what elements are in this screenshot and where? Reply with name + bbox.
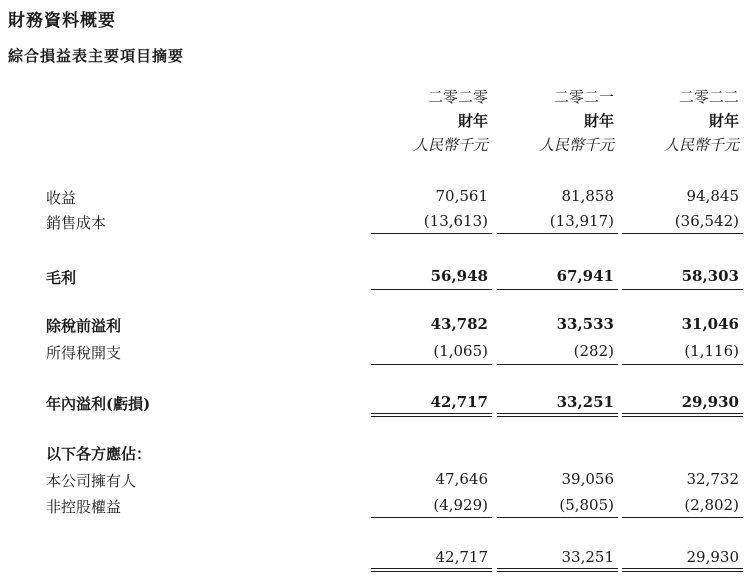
row-label-revenue: 收益 xyxy=(46,189,77,207)
underline-cost-2020 xyxy=(371,233,492,234)
cell-revenue-2021: 81,858 xyxy=(561,187,614,205)
col-unit-2020: 人民幣千元 xyxy=(412,136,488,154)
row-label-gross-profit: 毛利 xyxy=(46,269,77,287)
dbl-underline-a-2022 xyxy=(622,413,743,414)
cell-owners-2022: 32,732 xyxy=(686,470,739,488)
underline-nci-2021 xyxy=(497,517,618,518)
cell-pbt-2020: 43,782 xyxy=(430,315,488,333)
row-label-nci: 非控股權益 xyxy=(46,498,122,516)
cell-income-tax-2021: (282) xyxy=(573,342,614,360)
dbl-underline-b-2022 xyxy=(622,416,743,417)
cell-nci-2022: (2,802) xyxy=(684,496,739,514)
cell-total-2021: 33,251 xyxy=(561,548,614,566)
underline-nci-2022 xyxy=(622,517,743,518)
dbl-underline-b-2021 xyxy=(497,416,618,417)
col-year-2020: 二零二零 xyxy=(427,88,488,106)
cell-total-2020: 42,717 xyxy=(435,548,488,566)
dbl-underline-a-2020 xyxy=(371,413,492,414)
cell-cost-of-sales-2022: (36,542) xyxy=(674,212,739,230)
cell-revenue-2020: 70,561 xyxy=(435,187,488,205)
dbl-underline-b-2020 xyxy=(371,416,492,417)
total-dbl-underline-a-2022 xyxy=(622,568,743,569)
row-label-owners: 本公司擁有人 xyxy=(46,472,137,490)
row-label-attributable-to: 以下各方應佔： xyxy=(46,445,152,463)
cell-owners-2020: 47,646 xyxy=(435,470,488,488)
total-dbl-underline-a-2021 xyxy=(497,568,618,569)
underline-tax-2020 xyxy=(371,364,492,365)
cell-cost-of-sales-2021: (13,917) xyxy=(549,212,614,230)
cell-owners-2021: 39,056 xyxy=(561,470,614,488)
cell-revenue-2022: 94,845 xyxy=(686,187,739,205)
row-label-profit-before-tax: 除稅前溢利 xyxy=(46,317,122,335)
total-dbl-underline-a-2020 xyxy=(371,568,492,569)
section-title: 財務資料概要 xyxy=(8,11,116,31)
underline-gross-2020 xyxy=(371,289,492,290)
total-dbl-underline-b-2021 xyxy=(497,571,618,572)
cell-gross-profit-2022: 58,303 xyxy=(681,267,739,285)
cell-income-tax-2022: (1,116) xyxy=(684,342,739,360)
cell-nci-2021: (5,805) xyxy=(559,496,614,514)
total-dbl-underline-b-2020 xyxy=(371,571,492,572)
col-year-2021: 二零二一 xyxy=(553,88,614,106)
row-label-cost-of-sales: 銷售成本 xyxy=(46,214,107,232)
cell-gross-profit-2020: 56,948 xyxy=(430,267,488,285)
underline-gross-2022 xyxy=(622,289,743,290)
col-unit-2021: 人民幣千元 xyxy=(538,136,614,154)
cell-profit-year-2020: 42,717 xyxy=(430,393,488,411)
cell-profit-year-2021: 33,251 xyxy=(556,393,614,411)
cell-gross-profit-2021: 67,941 xyxy=(556,267,614,285)
row-label-income-tax: 所得稅開支 xyxy=(46,344,122,362)
cell-pbt-2021: 33,533 xyxy=(556,315,614,333)
col-unit-2022: 人民幣千元 xyxy=(663,136,739,154)
underline-tax-2021 xyxy=(497,364,618,365)
underline-cost-2022 xyxy=(622,233,743,234)
cell-pbt-2022: 31,046 xyxy=(681,315,739,333)
underline-cost-2021 xyxy=(497,233,618,234)
row-label-profit-for-year: 年內溢利(虧損) xyxy=(46,395,151,413)
cell-total-2022: 29,930 xyxy=(686,548,739,566)
cell-nci-2020: (4,929) xyxy=(433,496,488,514)
underline-tax-2022 xyxy=(622,364,743,365)
col-label-2022: 財年 xyxy=(708,112,739,130)
cell-profit-year-2022: 29,930 xyxy=(681,393,739,411)
total-dbl-underline-b-2022 xyxy=(622,571,743,572)
sub-title: 綜合損益表主要項目摘要 xyxy=(8,47,185,65)
col-year-2022: 二零二二 xyxy=(678,88,739,106)
underline-gross-2021 xyxy=(497,289,618,290)
underline-nci-2020 xyxy=(371,517,492,518)
col-label-2020: 財年 xyxy=(457,112,488,130)
dbl-underline-a-2021 xyxy=(497,413,618,414)
cell-cost-of-sales-2020: (13,613) xyxy=(423,212,488,230)
cell-income-tax-2020: (1,065) xyxy=(433,342,488,360)
col-label-2021: 財年 xyxy=(583,112,614,130)
